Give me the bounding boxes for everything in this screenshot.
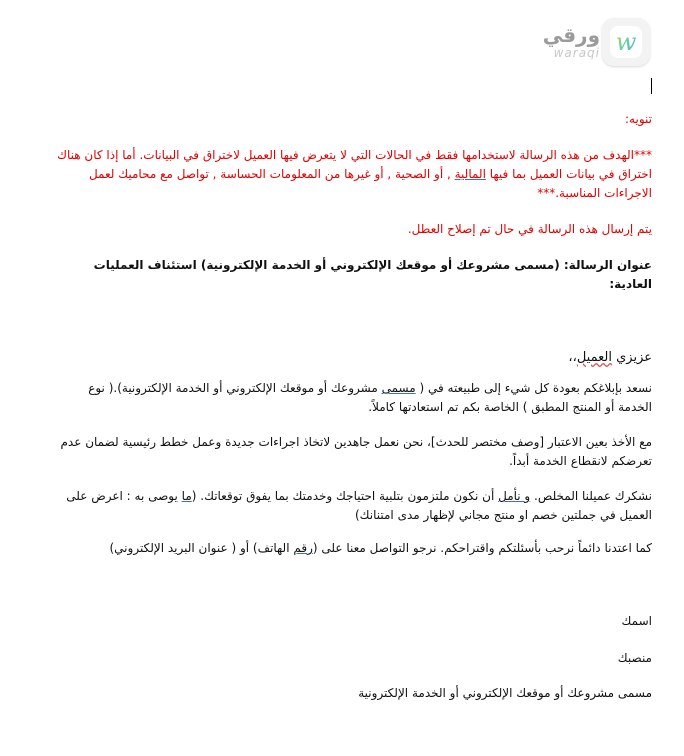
spelling-underline: ما	[181, 489, 192, 503]
body-paragraph-3: نشكرك عميلنا المخلص. و نأمل أن نكون ملتزمون بتلبية احتياجك وخدمتك بما يفوق توقعاتك. (ما يوصى به : اعرض على العميل في جملتين خصم او منتج مجاني لإظهار مدى امتنانك)	[66, 489, 652, 522]
subject-line: عنوان الرسالة: (مسمى مشروعك أو موقعك الإلكتروني أو الخدمة الإلكترونية) استئناف العمليات العادية:	[93, 258, 652, 291]
logo-text	[538, 24, 600, 60]
logo-icon	[602, 18, 650, 66]
svg-text:w: w	[615, 28, 637, 56]
logo-arabic-text: ورقي	[542, 23, 600, 47]
sent-note: يتم إرسال هذه الرسالة في حال تم إصلاح العطل.	[407, 222, 652, 236]
document-body[interactable]	[54, 110, 652, 703]
spelling-underline: و نأمل	[498, 489, 531, 503]
spelling-underline: المالية	[454, 167, 486, 181]
warning-label: تنويه:	[625, 112, 652, 126]
spelling-underline: مسمى	[381, 381, 416, 395]
spelling-underline: العميل	[576, 350, 612, 365]
spelling-underline: رقم	[293, 541, 313, 555]
warning-paragraph: ***الهدف من هذه الرسالة لاستخدامها فقط في الحالات التي لا يتعرض فيها العميل لاختراق في البيانات. أما إذا كان هناك اختراق في بيانات العميل بما فيها المالية , أو الصحية , أو غيرها من المعلومات الحساسة , تواصل مع محاميك لعمل الاجراءات المناسبة.***	[57, 148, 652, 200]
greeting: عزيزي العميل،،	[568, 350, 652, 365]
waraqi-logo	[538, 18, 656, 76]
signature-title: منصبك	[617, 651, 652, 665]
body-paragraph-4: كما اعتدنا دائماً نرحب بأسئلتكم واقتراحكم. نرجو التواصل معنا على (رقم الهاتف) أو ( عنوان البريد الإلكتروني)	[109, 541, 652, 555]
body-paragraph-2: مع الأخذ بعين الاعتبار [وصف مختصر للحدث]، نحن نعمل جاهدين لاتخاذ اجراءات جديدة وعمل خطط رئيسية لضمان عدم تعرضكم لانقطاع الخدمة أبداً.	[60, 435, 652, 468]
text-cursor	[651, 78, 652, 94]
signature-name: اسمك	[621, 614, 652, 628]
body-paragraph-1: نسعد بإبلاغكم بعودة كل شيء إلى طبيعته في ( مسمى مشروعك أو موقعك الإلكتروني أو الخدمة الإلكترونية).( نوع الخدمة أو المنتج المطبق ) الخاصة بكم تم استعادتها كاملاً.	[88, 381, 652, 414]
signature-company: مسمى مشروعك أو موقعك الإلكتروني أو الخدمة الإلكترونية	[358, 686, 652, 700]
logo-latin-text: waraqi	[553, 46, 600, 60]
